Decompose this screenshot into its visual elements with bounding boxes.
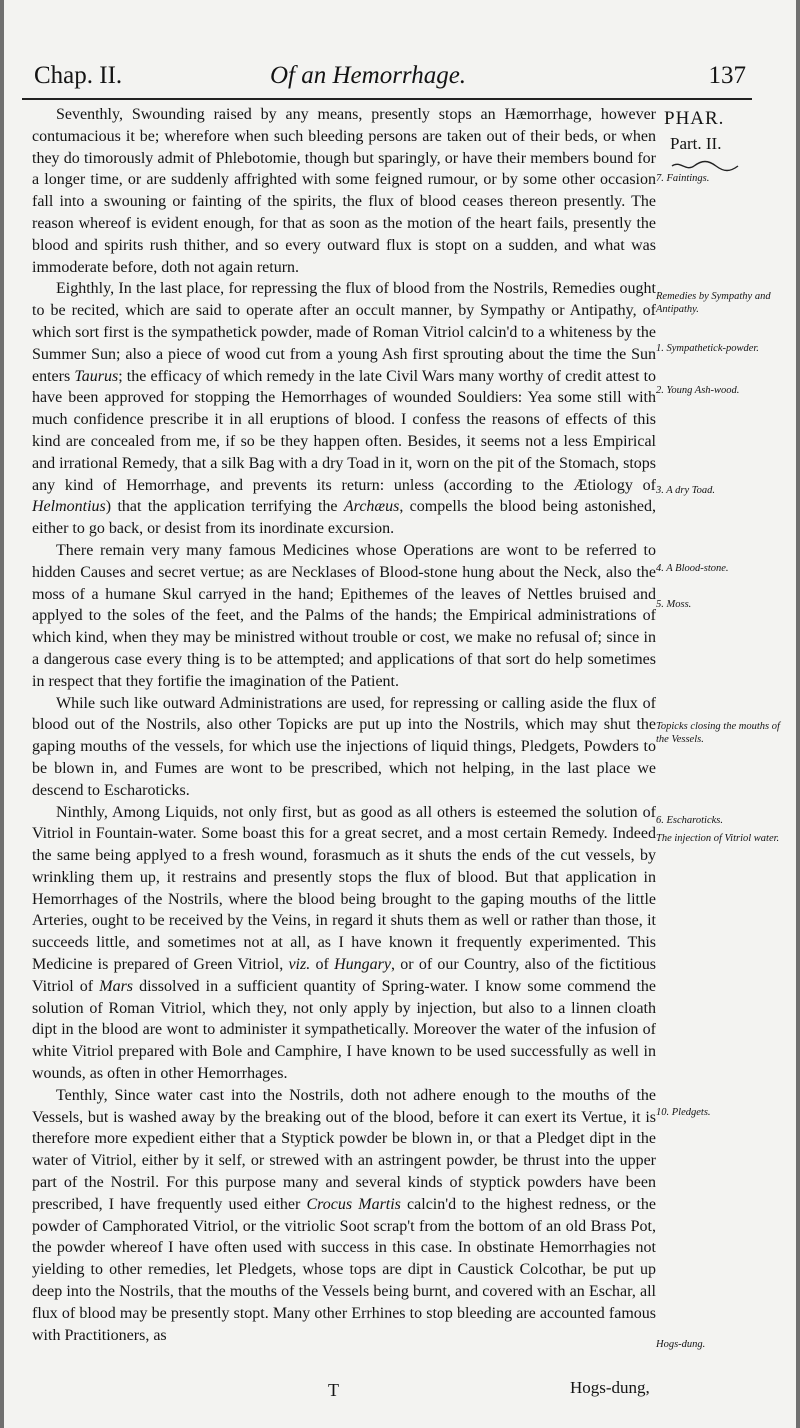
italic-text-run: Hungary	[334, 956, 391, 974]
text-run: Ninthly, Among Liquids, not only first, but as good as all others is esteemed the solution of Vitriol in Fountain-water. Some boast this for a great secret, and a most certain Remedy. Indeed the same being applyed to a fresh wound, forasmuch as it shuts the ends of the cut vessels, by wrinkling them up, it restrains and presently stops the flux of blood. But that application in Hemorrhages of the Nostrils, where the blood being brought to the gaping mouths of the little Arteries, ought to be received by the Veins, in regard it shuts them as well or rather than those, it succeeds little, and sometimes not at all, as I have known it frequently experimented. This Medicine is prepared of Green Vitriol,	[32, 803, 656, 974]
main-text	[32, 104, 656, 1346]
margin-part-label: Part. II.	[670, 134, 722, 153]
margin-note: The injection of Vitriol water.	[656, 833, 780, 844]
text-run: Seventhly, Swounding raised by any means, presently stops an Hæmorrhage, however contumacious it be; wherefore when such bleeding persons are taken out of their beds, or when they do timorously admit of Phlebotomie, though but sparingly, or have their members bound for a longer time, or are suddenly affrighted with some feigned rumour, or by some other occasion fall into a swouning or fainting of the spirits, the flux of blood ceases thereon presently. The reason whereof is evident enough, for that as soon as the motion of the heart fails, presently the blood and spirits rush thither, and so every outward flux is stopt on a sudden, and what was immoderate before, doth not again return.	[32, 106, 656, 276]
margin-note: 3. A dry Toad.	[656, 485, 716, 496]
margin-note: Hogs-dung.	[656, 1339, 706, 1350]
body-paragraph	[32, 104, 656, 278]
italic-text-run: Crocus Martis	[306, 1195, 401, 1213]
chapter-label: Chap. II.	[34, 62, 123, 89]
running-header	[34, 62, 746, 96]
body-paragraph	[32, 1085, 656, 1347]
text-run: While such like outward Administrations are used, for repressing or calling aside the flux of blood out of the Nostrils, also other Topicks are put up into the Nostrils, which may shut the gaping mouths of the vessels, for which use the injections of liquid things, Pledgets, Powders to be blown in, and Fumes are wont to be prescribed, which not helping, in the last place we descend to Escharoticks.	[32, 694, 656, 799]
italic-text-run: Mars	[99, 977, 134, 995]
signature-mark: T	[328, 1380, 339, 1400]
text-run: Tenthly, Since water cast into the Nostrils, doth not adhere enough to the mouths of the Vessels, but is washed away by the breaking out of the blood, before it can exert its Vertue, it is therefore more expedient either that a Styptick powder be blown in, or that a Pledget dipt in the water of Vitriol, either by it self, or strewed with an astringent powder, be thrust into the upper part of the Nostril. For this purpose many and several kinds of styptick powders have been prescribed, I have frequently used either	[32, 1086, 656, 1213]
text-run: Eighthly, In the last place, for repressing the flux of blood from the Nostrils, Remedies ought to be recited, which are said to operate after an occult manner, by Sympathy or Antipathy, of which sort first is the sympathetick powder, made of Roman Vitriol calcin'd to a whiteness by the Summer Sun; also a piece of wood cut from a young Ash first sprouting about the time the Sun enters	[32, 280, 656, 385]
book-page	[4, 0, 796, 1428]
text-run: , or of our Country, also of the fictitious Vitriol of	[32, 956, 656, 995]
catchword: Hogs-dung,	[570, 1378, 650, 1397]
italic-text-run: viz.	[288, 956, 311, 974]
italic-text-run: Helmontius	[32, 498, 106, 516]
margin-note: Topicks closing the mouths of the Vessels.	[656, 721, 780, 745]
body-paragraph	[32, 693, 656, 802]
margin-note: 5. Moss.	[656, 599, 692, 610]
text-run: ; the efficacy of which remedy in the late Civil Wars many worthy of credit attest to have been approved for stopping the Hemorrhages of wounded Souldiers: Yea some still with much confidence prescribe it in all eruptions of blood. I confess the reasons of effects of this kind are concealed from me, if so be they happen often. Besides, it seems not a less Empirical and irrational Remedy, that a silk Bag with a dry Toad in it, worn on the pit of the Stomach, stops any kind of Hemorrhage, and prevents its return: unless (according to the Ætiology of	[32, 367, 657, 494]
text-run: of	[310, 956, 335, 974]
margin-note: 4. A Blood-stone.	[656, 563, 729, 574]
body-paragraph	[32, 278, 656, 540]
text-run: There remain very many famous Medicines whose Operations are wont to be referred to hidden Causes and secret vertue; as are Necklases of Blood-stone hung about the Neck, also the moss of a humane Skul carryed in the hand; Epithemes of the leaves of Nettles bruised and applyed to the soles of the feet, and the Palms of the hands; the Empirical administrations of which kind, when they may be ministred without trouble or cost, we make no refusal of; since in a dangerous case every thing is to be attempted; and applications of that sort do help sometimes in respect that they fortifie the imagination of the Patient.	[32, 541, 656, 690]
margin-note: 7. Faintings.	[656, 173, 710, 184]
margin-section-label: PHAR.	[664, 108, 725, 129]
margin-note: 1. Sympathetick-powder.	[656, 343, 759, 354]
text-run: ) that the application terrifying the	[105, 498, 344, 516]
header-rule	[22, 98, 752, 100]
body-paragraph	[32, 540, 656, 693]
text-run: , compells the blood being astonished, either to go back, or desist from its inordinate excursion.	[32, 498, 656, 538]
italic-text-run: Archæus	[343, 498, 400, 516]
ornament-flourish-icon	[670, 160, 740, 172]
body-paragraph	[32, 802, 656, 1085]
page-number: 137	[708, 62, 746, 89]
running-title: Of an Hemorrhage.	[270, 62, 467, 89]
margin-note: 6. Escharoticks.	[656, 815, 723, 826]
margin-note: 2. Young Ash-wood.	[656, 385, 740, 396]
text-run: dissolved in a sufficient quantity of Spring-water. I know some commend the solution of Roman Vitriol, which they, not only apply by injection, but also to a linnen cloath dipt in the blood are wont to administer it sympathetically. Moreover the water of the infusion of white Vitriol prepared with Bole and Camphire, I have known to be used successfully as well in wounds, as often in other Hemorrhages.	[32, 977, 657, 1083]
italic-text-run: Taurus	[74, 367, 119, 385]
margin-note: 10. Pledgets.	[656, 1107, 711, 1118]
margin-note: Remedies by Sympathy and Antipathy.	[656, 291, 771, 315]
text-run: calcin'd to the highest redness, or the powder of Camphorated Vitriol, or the vitriolic Soot scrap't from the bottom of an old Brass Pot, the powder whereof I have often used with success in this case. In obstinate Hemorrhagies not yielding to other remedies, let Pledgets, whose tops are dipt in Caustick Colcothar, be put up deep into the Nostrils, that the mouths of the Vessels being burnt, and covered with an Eschar, all flux of blood may be presently stopt. Many other Errhines to stop bleeding are accounted famous with Practitioners, as	[32, 1195, 656, 1344]
